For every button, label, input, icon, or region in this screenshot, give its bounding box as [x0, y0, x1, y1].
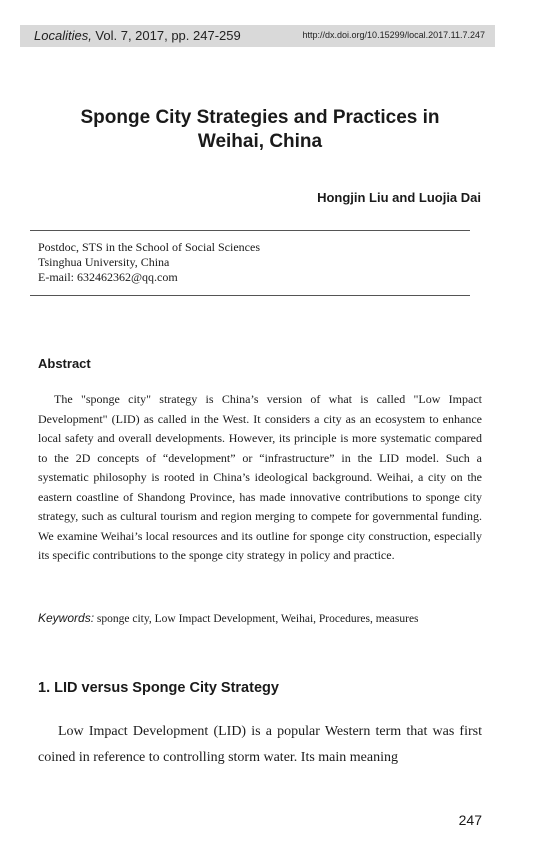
title-line-1: Sponge City Strategies and Practices in [80, 107, 440, 128]
keywords-label: Keywords: [38, 611, 95, 625]
affiliation-bottom-rule [30, 295, 470, 296]
keywords [38, 611, 419, 625]
affiliation-block [38, 240, 260, 285]
running-header [20, 25, 495, 47]
paper-title [40, 106, 480, 154]
journal-name: Localities, [34, 28, 92, 43]
doi-link[interactable]: http://dx.doi.org/10.15299/local.2017.11.7.247 [302, 30, 485, 40]
journal-citation [34, 28, 241, 43]
section-1-body: Low Impact Development (LID) is a popular Western term that was first coined in reference to controlling storm water. Its main meaning [38, 724, 482, 765]
affiliation-email: E-mail: 632462362@qq.com [38, 270, 178, 284]
affiliation-top-rule [30, 230, 470, 231]
volume-pages: Vol. 7, 2017, pp. 247-259 [91, 28, 241, 43]
title-line-2: Weihai, China [197, 131, 323, 152]
section-1-heading: 1. LID versus Sponge City Strategy [38, 680, 279, 696]
abstract-body: The "sponge city" strategy is China’s version of what is called "Low Impact Development" (LID) as called in the West. It considers a city as an ecosystem to enhance local safety and overall developments. However, its principle is more systematic compared to the 2D concepts of “development” or “infrastructure” in the LID model. Such a systematic philosophy is rooted in China’s ideological background. Weihai, a city on the eastern coastline of Shandong Province, has made innovative contributions to sponge city strategy, such as cultural tourism and region merging to compete for governmental funding. We examine Weihai’s local resources and its outline for sponge city construction, especially its specific contributions to the sponge city strategy in policy and practice. [38, 392, 482, 562]
affiliation-line-1: Postdoc, STS in the School of Social Sciences [38, 240, 260, 254]
authors: Hongjin Liu and Luojia Dai [317, 190, 481, 205]
page-number: 247 [458, 812, 482, 828]
keywords-text: sponge city, Low Impact Development, Weihai, Procedures, measures [94, 613, 419, 625]
abstract-heading: Abstract [38, 356, 91, 371]
affiliation-line-2: Tsinghua University, China [38, 255, 170, 269]
